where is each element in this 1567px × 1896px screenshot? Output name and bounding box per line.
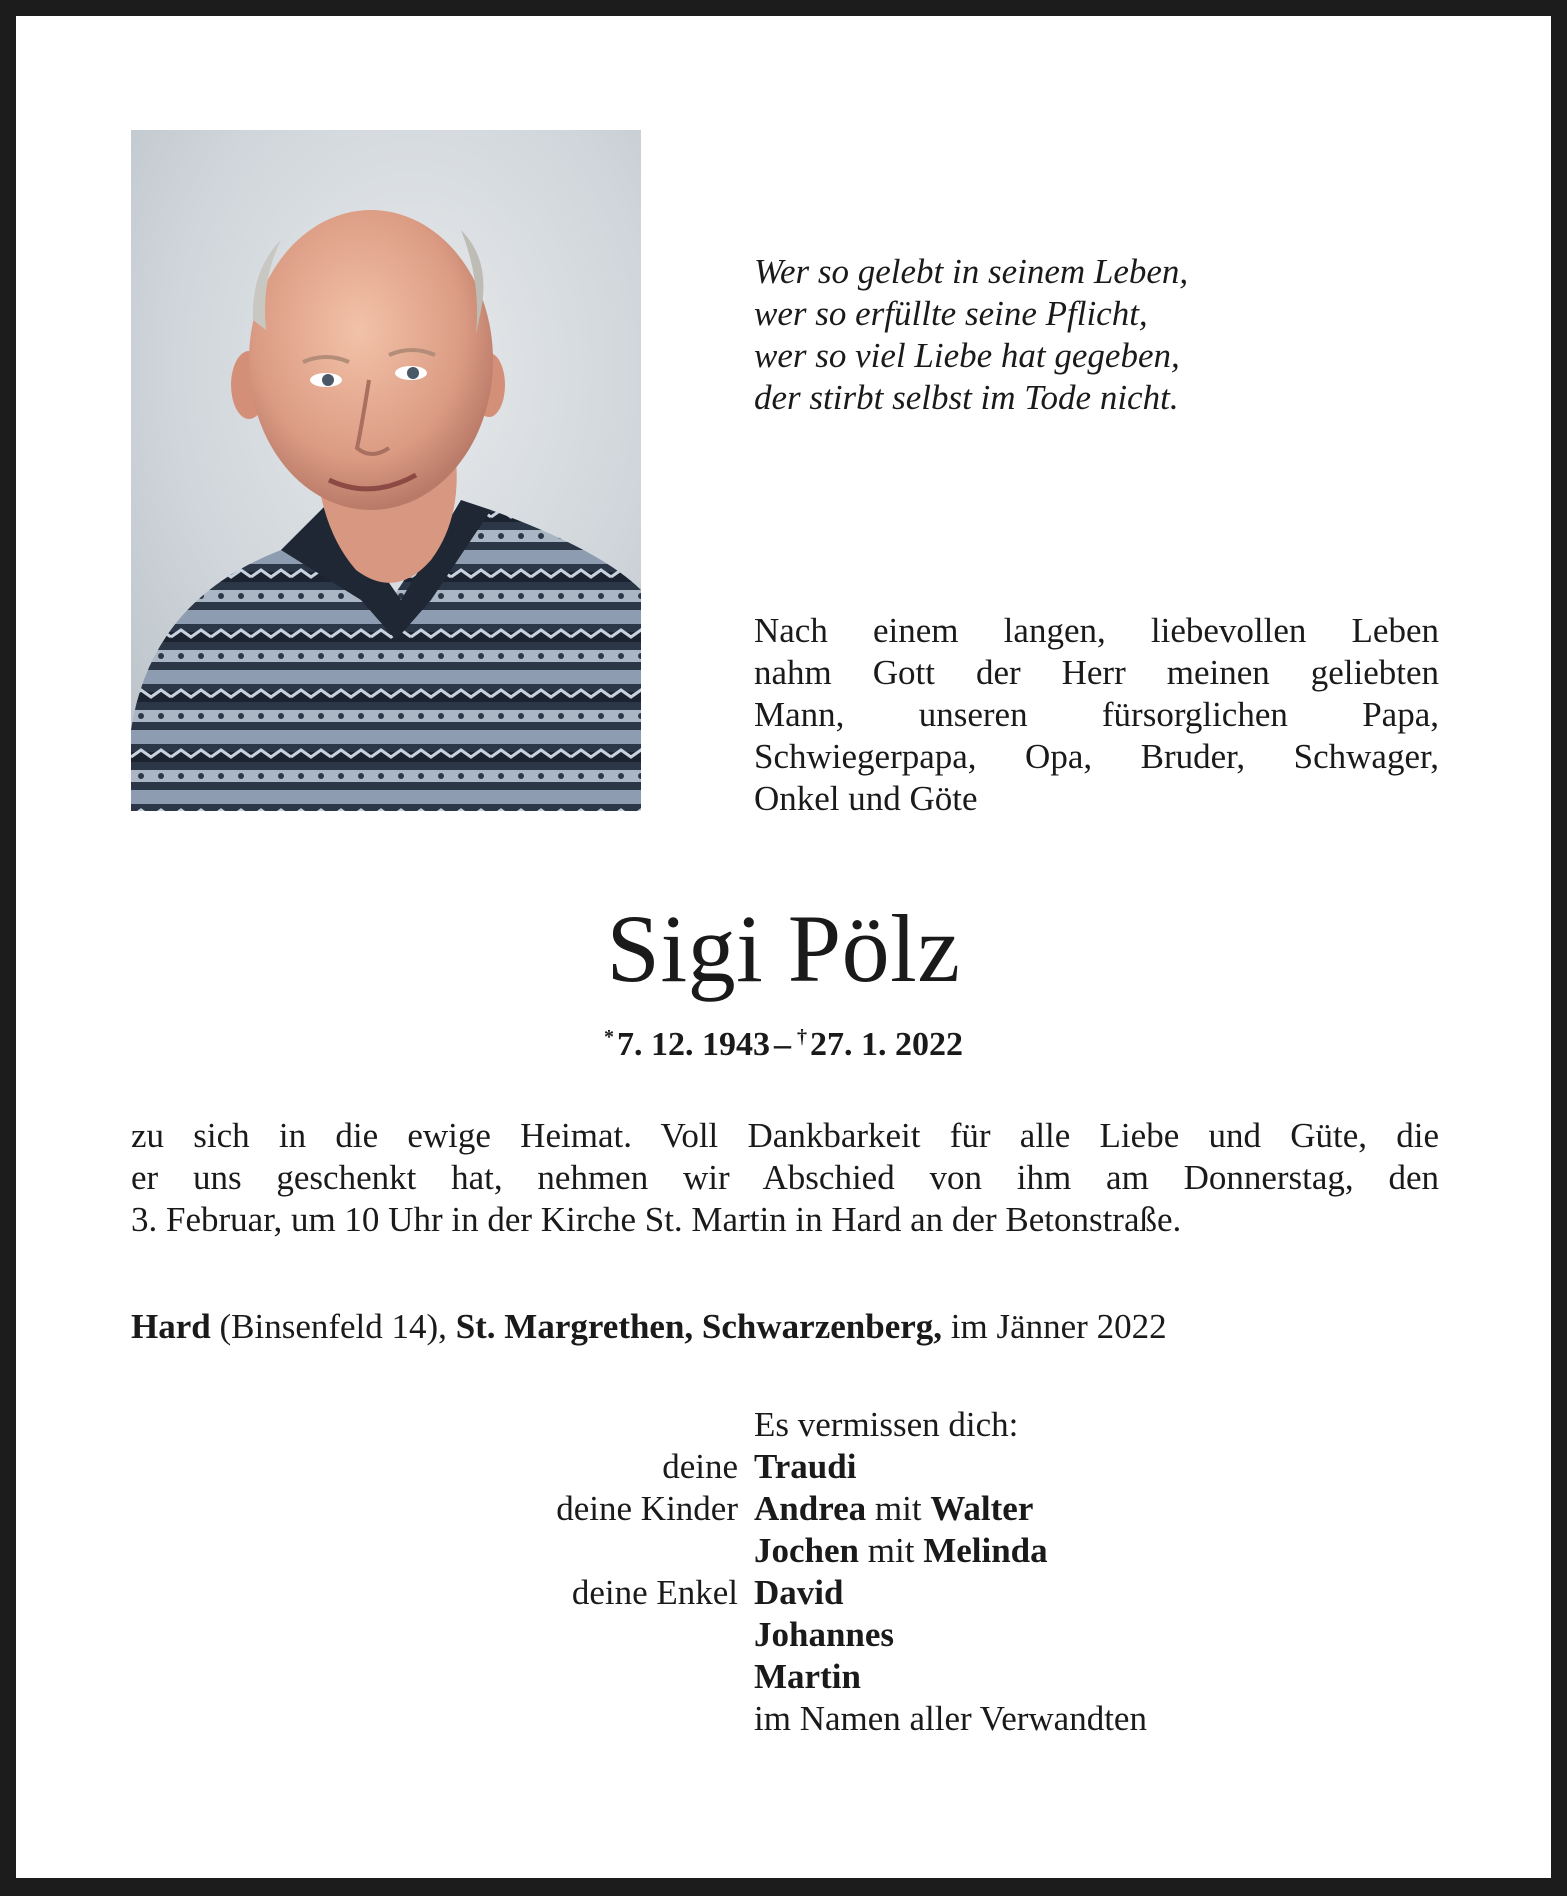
birth-symbol: *: [604, 1026, 614, 1048]
mourner-name: Melinda: [923, 1531, 1048, 1570]
intro-text: [754, 610, 1439, 820]
announcement-line: 3. Februar, um 10 Uhr in der Kirche St. Martin in Hard an der Betonstraße.: [131, 1200, 1182, 1239]
relation-label: deine: [662, 1447, 738, 1486]
place-date: im Jänner 2022: [950, 1307, 1167, 1346]
intro-line: nahm Gott der Herr meinen geliebten: [754, 653, 1439, 692]
mourner-name: Johannes: [754, 1615, 895, 1654]
funeral-announcement: [131, 1115, 1439, 1241]
obituary-page: [16, 16, 1551, 1878]
birth-date: 7. 12. 1943: [617, 1026, 770, 1063]
list-item: [16, 1656, 1551, 1698]
list-item: [16, 1614, 1551, 1656]
portrait-photo: [131, 130, 641, 811]
mourner-name: David: [754, 1573, 844, 1612]
other-towns: St. Margrethen, Schwarzenberg,: [455, 1307, 943, 1346]
list-item: [16, 1530, 1551, 1572]
announcement-line: er uns geschenkt hat, nehmen wir Abschied von ihm am Donnerstag, den: [131, 1158, 1439, 1197]
list-item: [16, 1698, 1551, 1740]
portrait-image: [131, 130, 641, 811]
list-item: [16, 1446, 1551, 1488]
list-item: [16, 1488, 1551, 1530]
death-symbol: †: [797, 1026, 807, 1048]
mit-word: mit: [874, 1489, 922, 1528]
mourners-heading: Es vermissen dich:: [754, 1405, 1019, 1444]
mourners-list: [16, 1446, 1551, 1740]
life-dates: [16, 1017, 1551, 1065]
intro-line: Nach einem langen, liebevollen Leben: [754, 611, 1439, 650]
mourner-name: Jochen: [754, 1531, 859, 1570]
verse-line: Wer so gelebt in seinem Leben,: [754, 252, 1189, 291]
relation-label: deine Enkel: [571, 1573, 738, 1612]
mourner-name: Andrea: [754, 1489, 867, 1528]
mourner-name: Walter: [930, 1489, 1034, 1528]
relation-label: deine Kinder: [556, 1489, 738, 1528]
address: (Binsenfeld 14),: [219, 1307, 447, 1346]
relatives-note: im Namen aller Verwandten: [754, 1699, 1147, 1738]
intro-line: Mann, unseren fürsorglichen Papa,: [754, 695, 1439, 734]
deceased-name: Sigi Pölz: [606, 895, 961, 1002]
death-date: 27. 1. 2022: [810, 1026, 963, 1063]
verse-line: wer so viel Liebe hat gegeben,: [754, 336, 1180, 375]
town: Hard: [131, 1307, 211, 1346]
mit-word: mit: [867, 1531, 915, 1570]
date-separator: –: [774, 1026, 791, 1063]
memorial-verse: [754, 251, 1188, 419]
place-and-date: [131, 1306, 1167, 1348]
mourner-name: Traudi: [754, 1447, 857, 1486]
intro-line: Onkel und Göte: [754, 779, 978, 818]
verse-line: wer so erfüllte seine Pflicht,: [754, 294, 1148, 333]
intro-line: Schwiegerpapa, Opa, Bruder, Schwager,: [754, 737, 1439, 776]
verse-line: der stirbt selbst im Tode nicht.: [754, 378, 1179, 417]
mourner-name: Martin: [754, 1657, 861, 1696]
announcement-line: zu sich in die ewige Heimat. Voll Dankbarkeit für alle Liebe und Güte, die: [131, 1116, 1439, 1155]
list-item: [16, 1572, 1551, 1614]
